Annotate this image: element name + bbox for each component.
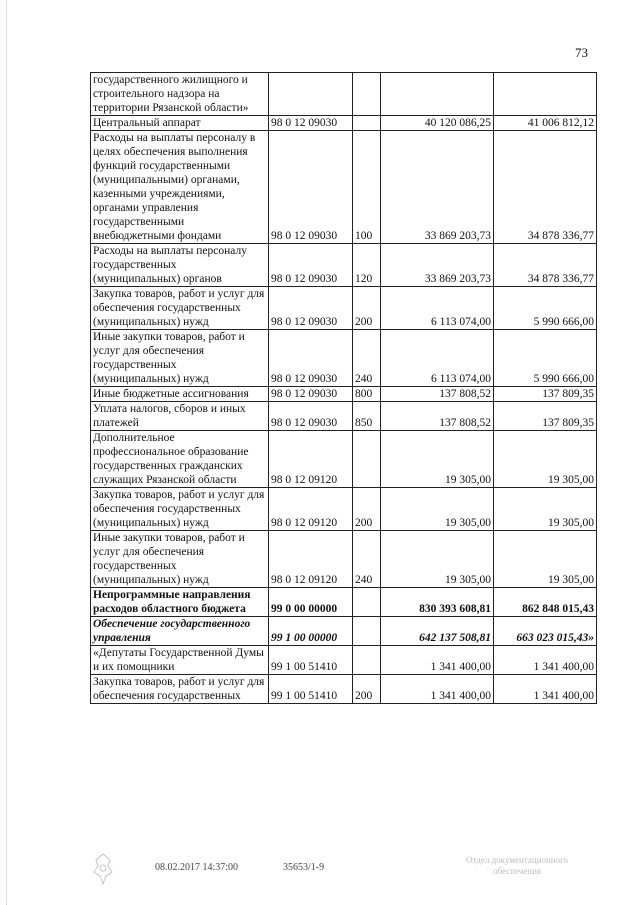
row-amount-year2: 862 848 015,43 (494, 588, 597, 617)
row-name: Закупка товаров, работ и услуг для обеспечения государственных (муниципальных) нужд (91, 488, 269, 531)
table-row (91, 531, 597, 588)
row-expense-type: 850 (353, 402, 381, 431)
footer-doc-number: 35653/1-9 (283, 862, 325, 873)
row-amount-year1: 6 113 074,00 (381, 330, 494, 387)
row-name: Закупка товаров, работ и услуг для обеспечения государственных (91, 675, 269, 704)
row-name: Обеспечение государственного управления (91, 617, 269, 646)
row-amount-year2: 19 305,00 (494, 531, 597, 588)
row-amount-year1: 19 305,00 (381, 431, 494, 488)
row-amount-year2: 1 341 400,00 (494, 675, 597, 704)
row-name: «Депутаты Государственной Думы и их помощники (91, 646, 269, 675)
row-amount-year1: 642 137 508,81 (381, 617, 494, 646)
row-name: Уплата налогов, сборов и иных платежей (91, 402, 269, 431)
row-amount-year1: 1 341 400,00 (381, 675, 494, 704)
budget-table-body (91, 73, 597, 704)
row-expense-type: 200 (353, 675, 381, 704)
row-amount-year2: 34 878 336,77 (494, 131, 597, 244)
row-code: 98 0 12 09030 (269, 330, 353, 387)
page-edge-line (0, 0, 7, 905)
table-row (91, 488, 597, 531)
row-amount-year2: 1 341 400,00 (494, 646, 597, 675)
row-name: Расходы на выплаты персоналу государственных (муниципальных) органов (91, 244, 269, 287)
row-amount-year2: 41 006 812,12 (494, 116, 597, 131)
table-row (91, 646, 597, 675)
row-amount-year2: 5 990 666,00 (494, 330, 597, 387)
row-code: 98 0 12 09120 (269, 531, 353, 588)
row-expense-type: 240 (353, 531, 381, 588)
row-code (269, 73, 353, 116)
page-number: 73 (575, 45, 588, 60)
row-amount-year2: 137 809,35 (494, 402, 597, 431)
row-code: 98 0 12 09030 (269, 387, 353, 402)
table-row (91, 588, 597, 617)
row-amount-year2: 19 305,00 (494, 431, 597, 488)
row-name: Дополнительное профессиональное образование государственных гражданских служащих Рязанской области (91, 431, 269, 488)
footer-date: 08.02.2017 14:37:00 (155, 862, 239, 873)
table-row (91, 431, 597, 488)
row-amount-year2: 663 023 015,43» (494, 617, 597, 646)
row-code: 98 0 12 09030 (269, 287, 353, 330)
table-row (91, 387, 597, 402)
row-code: 98 0 12 09120 (269, 488, 353, 531)
table-row (91, 73, 597, 116)
row-code: 99 1 00 51410 (269, 646, 353, 675)
row-expense-type (353, 588, 381, 617)
row-expense-type (353, 617, 381, 646)
row-expense-type: 200 (353, 287, 381, 330)
table-row (91, 675, 597, 704)
table-row (91, 330, 597, 387)
table-row (91, 131, 597, 244)
row-amount-year1: 6 113 074,00 (381, 287, 494, 330)
row-code: 98 0 12 09030 (269, 131, 353, 244)
row-amount-year2: 5 990 666,00 (494, 287, 597, 330)
row-expense-type: 120 (353, 244, 381, 287)
row-expense-type: 800 (353, 387, 381, 402)
row-amount-year1: 830 393 608,81 (381, 588, 494, 617)
row-amount-year1 (381, 73, 494, 116)
row-amount-year2: 19 305,00 (494, 488, 597, 531)
row-expense-type (353, 431, 381, 488)
row-expense-type (353, 116, 381, 131)
row-amount-year1: 137 808,52 (381, 387, 494, 402)
row-code: 98 0 12 09120 (269, 431, 353, 488)
row-expense-type: 240 (353, 330, 381, 387)
footer-stamp: Отдел документационного обеспечения (465, 855, 569, 876)
row-name: государственного жилищного и строительного надзора на территории Рязанской области» (91, 73, 269, 116)
table-row (91, 116, 597, 131)
row-amount-year1: 33 869 203,73 (381, 131, 494, 244)
table-row (91, 402, 597, 431)
table-row (91, 244, 597, 287)
row-name: Иные закупки товаров, работ и услуг для обеспечения государственных (муниципальных) нужд (91, 330, 269, 387)
row-amount-year1: 40 120 086,25 (381, 116, 494, 131)
row-name: Расходы на выплаты персоналу в целях обеспечения выполнения функций государственными (муниципальными) органами, казенными учреждениями, органами управления государственными внебюджетными фондами (91, 131, 269, 244)
budget-table (90, 72, 597, 704)
row-expense-type: 200 (353, 488, 381, 531)
row-amount-year2: 34 878 336,77 (494, 244, 597, 287)
row-name: Центральный аппарат (91, 116, 269, 131)
row-name: Иные закупки товаров, работ и услуг для обеспечения государственных (муниципальных) нужд (91, 531, 269, 588)
table-row (91, 617, 597, 646)
row-amount-year1: 19 305,00 (381, 531, 494, 588)
row-amount-year1: 33 869 203,73 (381, 244, 494, 287)
row-amount-year1: 1 341 400,00 (381, 646, 494, 675)
row-name: Непрограммные направления расходов областного бюджета (91, 588, 269, 617)
row-amount-year1: 19 305,00 (381, 488, 494, 531)
row-expense-type (353, 646, 381, 675)
row-code: 98 0 12 09030 (269, 116, 353, 131)
row-amount-year2: 137 809,35 (494, 387, 597, 402)
row-name: Иные бюджетные ассигнования (91, 387, 269, 402)
row-expense-type (353, 73, 381, 116)
row-name: Закупка товаров, работ и услуг для обеспечения государственных (муниципальных) нужд (91, 287, 269, 330)
footer-emblem-icon (90, 852, 116, 886)
table-row (91, 287, 597, 330)
row-code: 98 0 12 09030 (269, 244, 353, 287)
row-amount-year1: 137 808,52 (381, 402, 494, 431)
row-code: 99 1 00 51410 (269, 675, 353, 704)
row-expense-type: 100 (353, 131, 381, 244)
row-code: 99 0 00 00000 (269, 588, 353, 617)
row-code: 98 0 12 09030 (269, 402, 353, 431)
row-amount-year2 (494, 73, 597, 116)
row-code: 99 1 00 00000 (269, 617, 353, 646)
